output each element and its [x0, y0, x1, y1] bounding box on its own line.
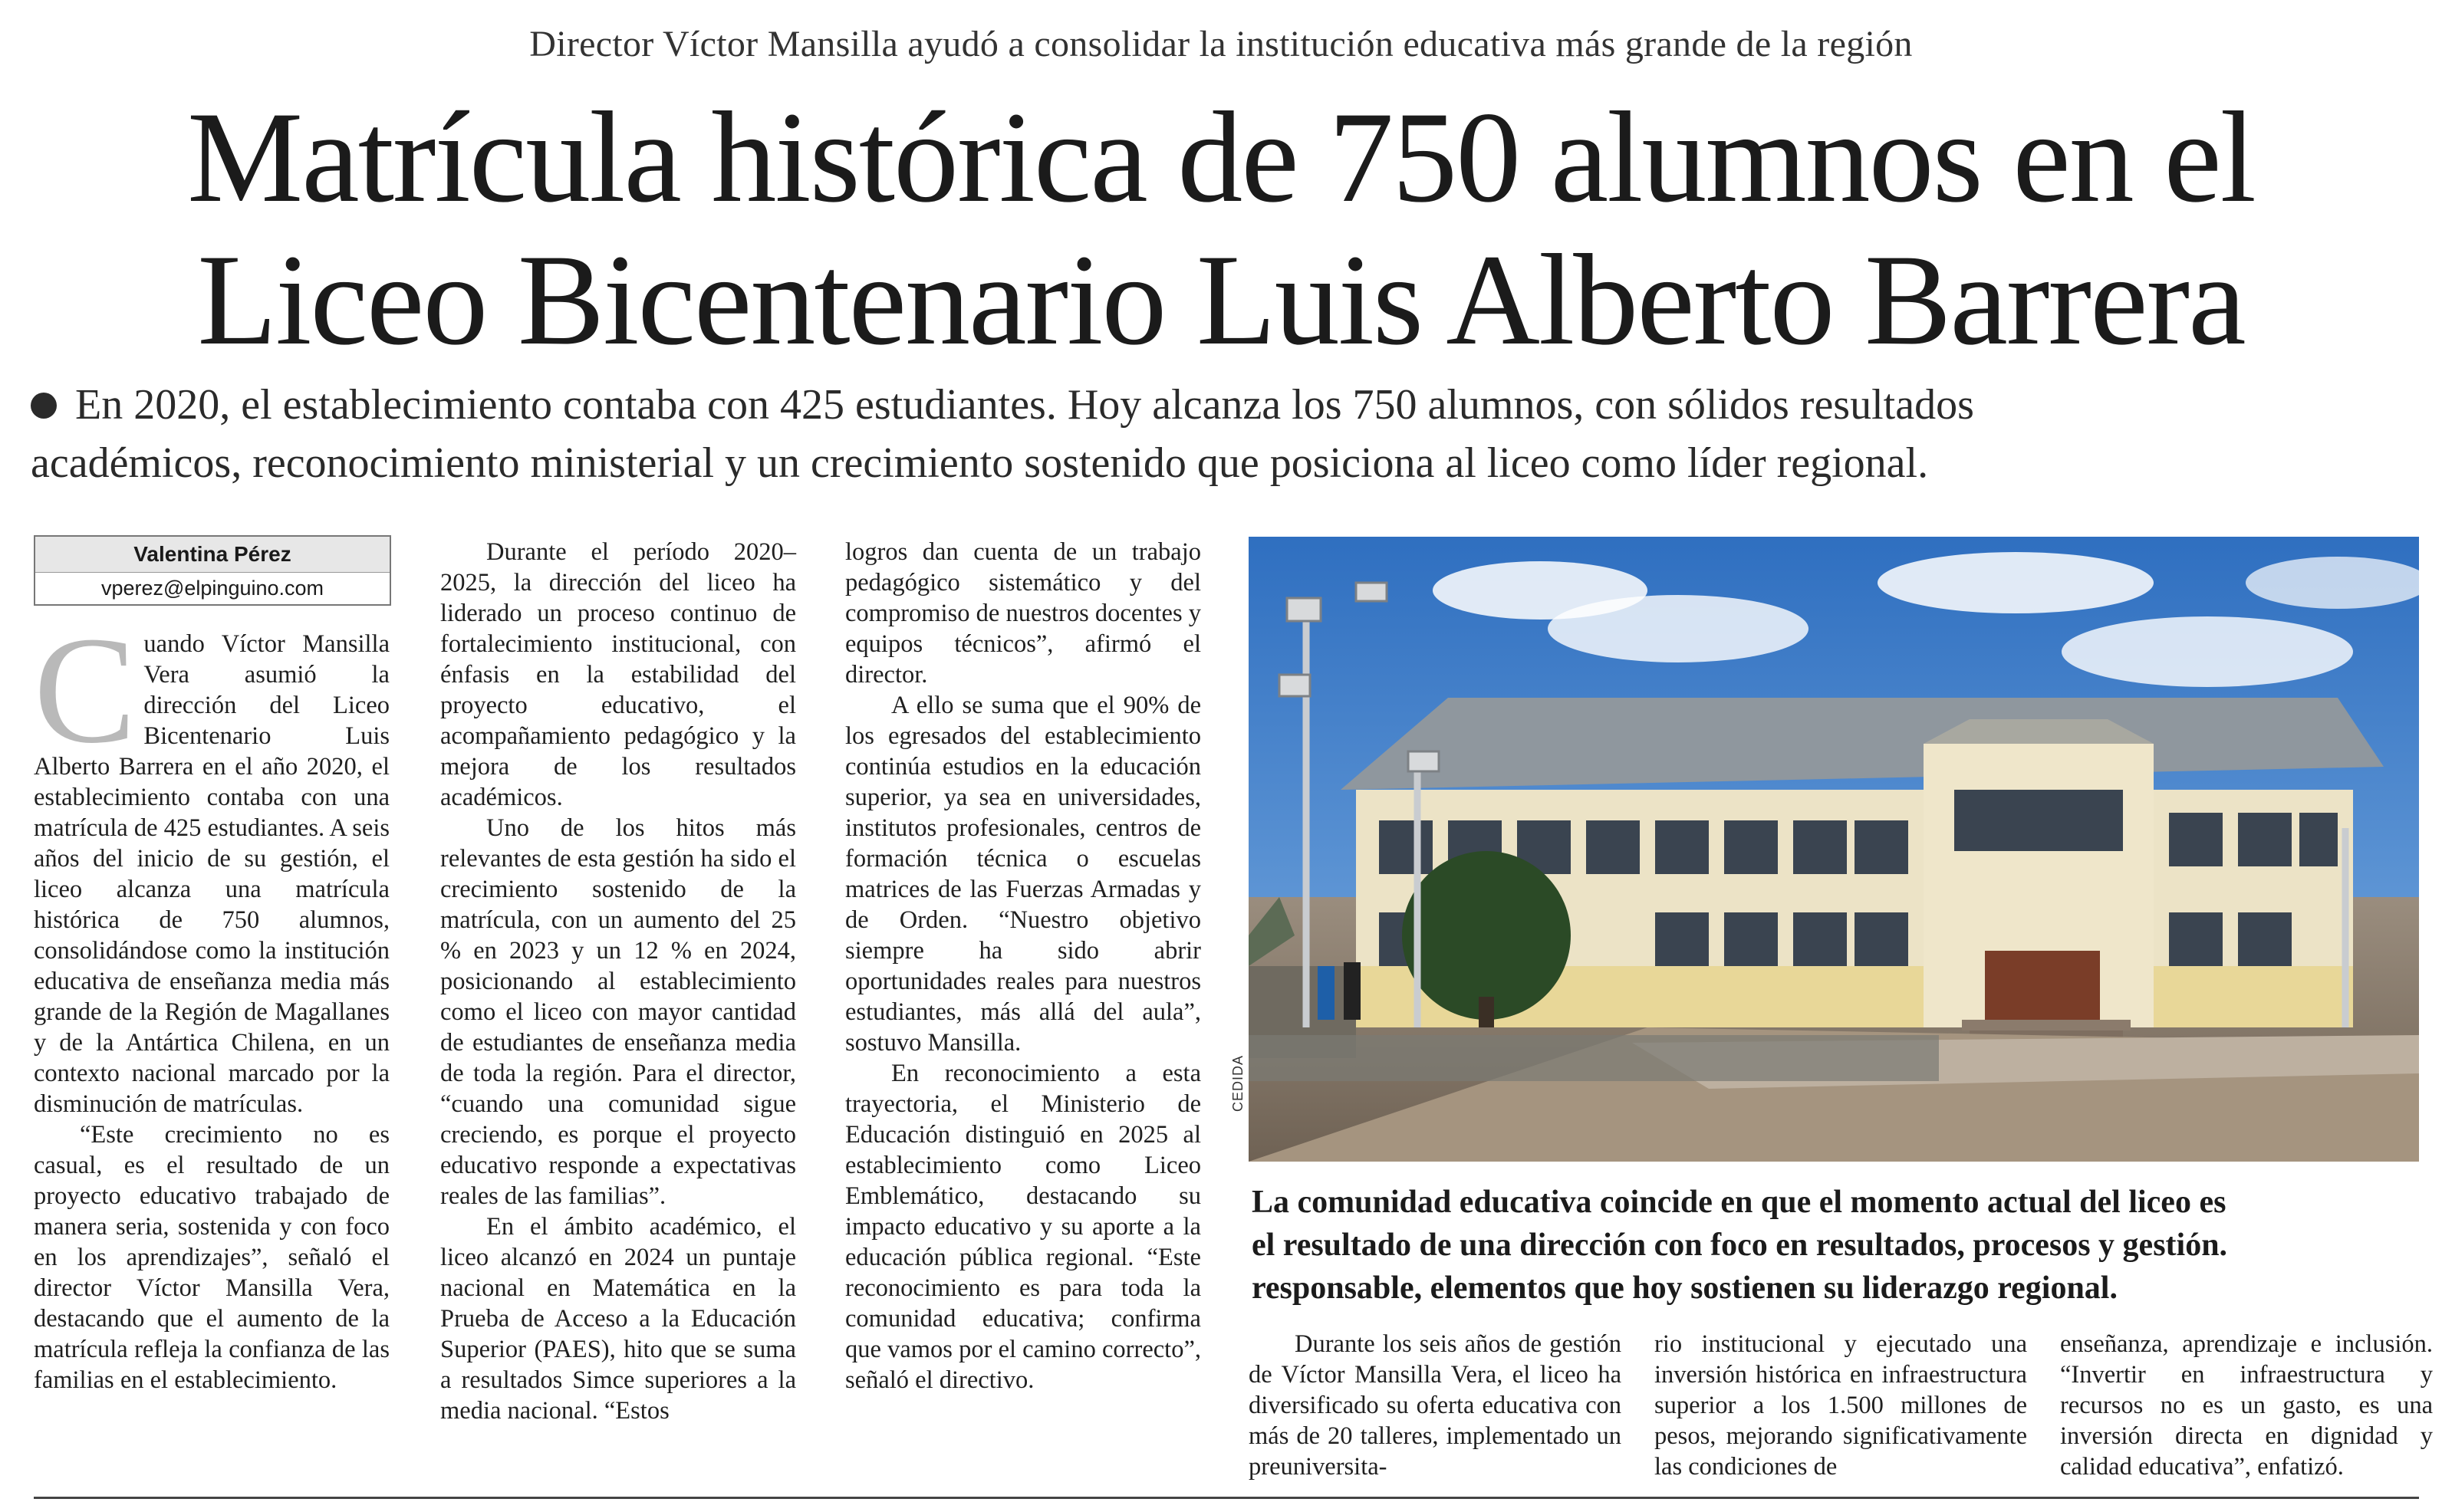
paragraph: rio institucional y ejecutado una inversión histórica en infraestructura superior a los 1.500 millones de pesos, mejorando significativamente las condiciones de — [1654, 1330, 2027, 1481]
paragraph: Uno de los hitos más relevantes de esta gestión ha sido el crecimiento sostenido de la matrícula, con un aumento del 25 % en 2023 y un 12 % en 2024, posicionando al establecimiento como el liceo con mayor cantidad de estudiantes de enseñanza media de toda la región. Para el director, “cuando una comunidad sigue creciendo, es porque el proyecto educativo responde a expectativas reales de las familias”. — [440, 814, 796, 1210]
paragraph: logros dan cuenta de un trabajo pedagógico sistemático y del compromiso de nuestros docentes y equipos técnicos”, afirmó el director. — [845, 538, 1201, 689]
paragraph-text: uando Víctor Mansilla Vera asumió la dirección del Liceo Bicentenario Luis Alberto Barrera en el año 2020, el establecimiento contaba con una matrícula de 425 estudiantes. A seis años del inicio de su gestión, el liceo alcanza una matrícula histórica de 750 alumnos, consolidándose como la institución educativa de enseñanza media más grande de la Región de Magallanes y de la Antártica Chilena, en un contexto nacional marcado por la disminución de matrículas. — [34, 630, 390, 1118]
author-name: Valentina Pérez — [35, 537, 390, 573]
headline-line-2: Liceo Bicentenario Luis Alberto Barrera — [197, 228, 2245, 372]
article-column-2 — [440, 537, 796, 1426]
article-column-6 — [2060, 1329, 2433, 1482]
kicker: Director Víctor Mansilla ayudó a consolidar la institución educativa más grande de la región — [529, 24, 1913, 64]
paragraph: En el ámbito académico, el liceo alcanzó en 2024 un puntaje nacional en Matemática en la Prueba de Acceso a la Educación Superior (PAES), hito que se suma a resultados Simce superiores a la media nacional. “Estos — [440, 1213, 796, 1425]
summary-line-2: académicos, reconocimiento ministerial y un crecimiento sostenido que posiciona al liceo como líder regional. — [31, 439, 1929, 487]
paragraph: En reconocimiento a esta trayectoria, el Ministerio de Educación distinguió en 2025 al establecimiento como Liceo Emblemático, destacando su impacto educativo y su aporte a la educación pública regional. “Este reconocimiento es para toda la comunidad educativa; confirma que vamos por el camino correcto”, señaló el directivo. — [845, 1060, 1201, 1394]
summary-line-1: En 2020, el establecimiento contaba con 425 estudiantes. Hoy alcanza los 750 alumnos, con sólidos resultados — [75, 381, 1974, 429]
photo-illustration — [1249, 537, 2419, 1162]
caption-line-1: La comunidad educativa coincide en que el momento actual del liceo es — [1252, 1185, 2226, 1220]
summary — [31, 376, 2411, 492]
author-email[interactable]: vperez@elpinguino.com — [100, 577, 324, 600]
bottom-rule — [34, 1497, 2419, 1499]
photo-caption — [1252, 1181, 2402, 1310]
photo-credit: CEDIDA — [1230, 1054, 1246, 1112]
caption-line-3: responsable, elementos que hoy sostienen su liderazgo regional. — [1252, 1270, 2118, 1306]
paragraph: “Este crecimiento no es casual, es el resultado de un proyecto educativo trabajado de manera seria, sostenida y con foco en los aprendizajes”, señaló el director Víctor Mansilla Vera, destacando que el aumento de la matrícula refleja la confianza de las familias en el establecimiento. — [34, 1121, 390, 1394]
paragraph: A ello se suma que el 90% de los egresados del establecimiento continúa estudios en la educación superior, ya sea en universidades, institutos profesionales, centros de formación técnica o escuelas matrices de las Fuerzas Armadas y de Orden. “Nuestro objetivo siempre ha sido abrir oportunidades reales para nuestros estudiantes, más allá del aula”, sostuvo Mansilla. — [845, 692, 1201, 1057]
school-building-photo — [1249, 537, 2419, 1162]
paragraph: Durante los seis años de gestión de Víctor Mansilla Vera, el liceo ha diversificado su oferta educativa con más de 20 talleres, implementado un preuniversita- — [1249, 1330, 1621, 1481]
paragraph: enseñanza, aprendizaje e inclusión. “Invertir en infraestructura y recursos no es un gasto, es una inversión directa en dignidad y calidad educativa”, enfatizó. — [2060, 1330, 2433, 1481]
article-column-4 — [1249, 1329, 1621, 1482]
headline — [31, 86, 2411, 371]
article-column-1 — [34, 606, 390, 1395]
dropcap: C — [34, 606, 137, 775]
article-column-5 — [1654, 1329, 2027, 1482]
caption-line-2: el resultado de una dirección con foco en resultados, procesos y gestión. — [1252, 1228, 2228, 1263]
bullet-icon — [31, 393, 57, 419]
byline-box — [34, 535, 391, 606]
paragraph — [34, 606, 390, 1119]
headline-line-1: Matrícula histórica de 750 alumnos en el — [187, 85, 2255, 229]
paragraph: Durante el período 2020–2025, la dirección del liceo ha liderado un proceso continuo de fortalecimiento institucional, con énfasis en la estabilidad del proyecto educativo, el acompañamiento pedagógico y la mejora de los resultados académicos. — [440, 538, 796, 811]
article-column-3 — [845, 537, 1201, 1395]
